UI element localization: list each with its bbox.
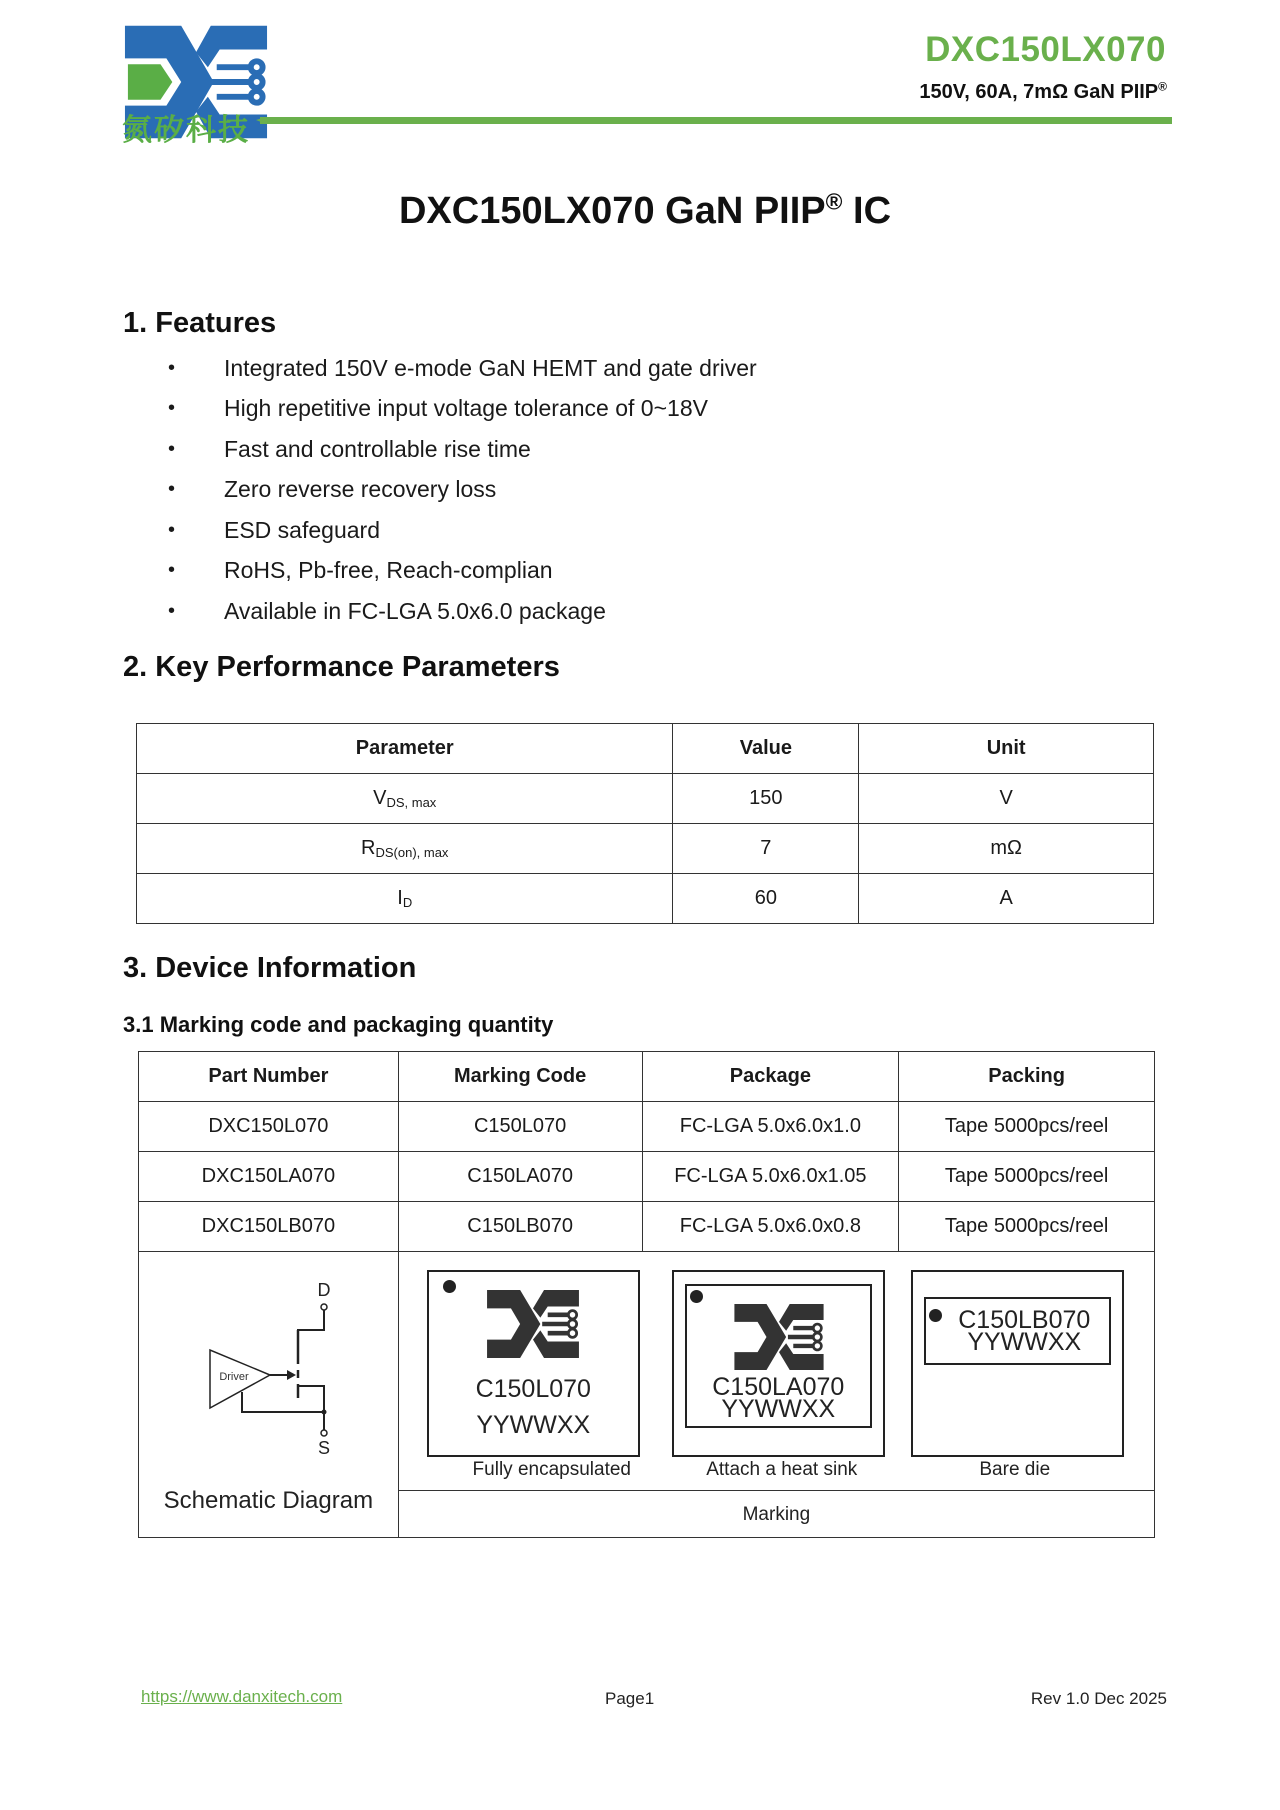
bullet-icon: • bbox=[168, 518, 176, 541]
feature-item bbox=[160, 389, 757, 430]
column-header-marking-code: Marking Code bbox=[398, 1052, 642, 1102]
section-heading-features: 1. Features bbox=[123, 307, 277, 339]
schematic-diagram bbox=[194, 1282, 374, 1462]
document-title bbox=[0, 190, 1280, 233]
heat-sink-outline bbox=[685, 1284, 872, 1428]
packing: Tape 5000pcs/reel bbox=[899, 1102, 1155, 1152]
feature-text: High repetitive input voltage tolerance of 0~18V bbox=[224, 395, 708, 422]
registered-mark: ® bbox=[825, 188, 843, 215]
marking-code: C150LB070 bbox=[398, 1202, 642, 1252]
document-title-suffix: IC bbox=[842, 190, 892, 232]
feature-item bbox=[160, 551, 757, 592]
param-name bbox=[137, 824, 673, 874]
feature-item bbox=[160, 348, 757, 389]
column-header-value: Value bbox=[673, 724, 859, 774]
revision-info: Rev 1.0 Dec 2025 bbox=[1030, 1689, 1167, 1708]
feature-text: RoHS, Pb-free, Reach-complian bbox=[224, 557, 553, 584]
drain-wire bbox=[298, 1310, 324, 1344]
table-row bbox=[139, 1102, 1155, 1152]
param-value: 7 bbox=[673, 824, 859, 874]
param-name bbox=[137, 774, 673, 824]
param-symbol: I bbox=[397, 887, 403, 909]
drain-terminal-icon bbox=[321, 1304, 327, 1310]
diagram-row bbox=[139, 1252, 1155, 1538]
section-heading-device-info: 3. Device Information bbox=[123, 952, 417, 984]
column-header-unit: Unit bbox=[859, 724, 1154, 774]
gate-arrow-icon bbox=[287, 1370, 296, 1380]
column-header-package: Package bbox=[642, 1052, 899, 1102]
part-number: DXC150LA070 bbox=[139, 1152, 399, 1202]
param-name bbox=[137, 874, 673, 924]
marking-chip-heat-sink bbox=[672, 1270, 885, 1457]
chip-logo-icon bbox=[487, 1290, 579, 1358]
param-subscript: D bbox=[402, 895, 413, 910]
features-list bbox=[160, 348, 757, 632]
schematic-caption: Schematic Diagram bbox=[163, 1487, 374, 1514]
logo-pins-icon bbox=[211, 61, 263, 102]
table-row bbox=[137, 874, 1154, 924]
package: FC-LGA 5.0x6.0x1.0 bbox=[642, 1102, 899, 1152]
brand-name-cn: 氮矽科技 bbox=[122, 113, 250, 148]
packing: Tape 5000pcs/reel bbox=[899, 1152, 1155, 1202]
chip-marking-code: C150LA070 bbox=[712, 1373, 845, 1401]
chip-marking-code: C150L070 bbox=[475, 1375, 591, 1403]
param-symbol: R bbox=[361, 837, 376, 859]
chip-marking-code: C150LB070 bbox=[958, 1306, 1091, 1334]
marking-divider bbox=[399, 1490, 1154, 1491]
column-header-part-number: Part Number bbox=[139, 1052, 399, 1102]
bullet-icon: • bbox=[168, 397, 176, 420]
product-subtitle bbox=[919, 81, 1167, 104]
package: FC-LGA 5.0x6.0x0.8 bbox=[642, 1202, 899, 1252]
product-code: DXC150LX070 bbox=[925, 30, 1166, 69]
feature-item bbox=[160, 470, 757, 511]
marking-code: C150L070 bbox=[398, 1102, 642, 1152]
param-unit: mΩ bbox=[859, 824, 1154, 874]
feature-text: Available in FC-LGA 5.0x6.0 package bbox=[224, 597, 606, 624]
logo-chip-hexagon bbox=[128, 64, 172, 100]
feature-item bbox=[160, 429, 757, 470]
document-title-text: DXC150LX070 GaN PIIP bbox=[398, 190, 826, 232]
feature-item bbox=[160, 591, 757, 632]
feature-text: Integrated 150V e-mode GaN HEMT and gate driver bbox=[224, 354, 757, 381]
chip-caption-heat-sink: Attach a heat sink bbox=[706, 1459, 858, 1480]
part-number: DXC150L070 bbox=[139, 1102, 399, 1152]
kelvin-source-wire bbox=[242, 1392, 324, 1412]
bullet-icon: • bbox=[168, 356, 176, 379]
param-unit: V bbox=[859, 774, 1154, 824]
schematic-cell bbox=[139, 1252, 399, 1538]
chip-caption-fully-encapsulated: Fully encapsulated bbox=[472, 1459, 631, 1480]
param-unit: A bbox=[859, 874, 1154, 924]
table-row bbox=[137, 774, 1154, 824]
packing: Tape 5000pcs/reel bbox=[899, 1202, 1155, 1252]
marking-code: C150LA070 bbox=[398, 1152, 642, 1202]
source-terminal-icon bbox=[321, 1430, 327, 1436]
param-value: 60 bbox=[673, 874, 859, 924]
bullet-icon: • bbox=[168, 559, 176, 582]
chip-caption-bare-die: Bare die bbox=[979, 1459, 1051, 1480]
bullet-icon: • bbox=[168, 478, 176, 501]
marking-chip-bare-die bbox=[911, 1270, 1124, 1457]
driver-label: Driver bbox=[219, 1371, 249, 1383]
table-row bbox=[139, 1202, 1155, 1252]
product-subtitle-text: 150V, 60A, 7mΩ GaN PIIP bbox=[919, 81, 1159, 103]
page-number: Page1 bbox=[605, 1689, 655, 1708]
pin1-dot-icon bbox=[690, 1290, 703, 1303]
chip-date-code: YYWWXX bbox=[721, 1395, 836, 1423]
table-row bbox=[137, 824, 1154, 874]
marking-cell bbox=[398, 1252, 1154, 1538]
param-symbol: V bbox=[373, 787, 387, 809]
chip-date-code: YYWWXX bbox=[967, 1328, 1082, 1356]
column-header-packing: Packing bbox=[899, 1052, 1155, 1102]
die-marking-outline bbox=[924, 1297, 1111, 1365]
chip-logo-icon bbox=[734, 1304, 824, 1370]
subsection-heading-marking: 3.1 Marking code and packaging quantity bbox=[123, 1012, 554, 1037]
section-heading-key-params: 2. Key Performance Parameters bbox=[123, 651, 560, 683]
feature-text: ESD safeguard bbox=[224, 516, 380, 543]
feature-text: Fast and controllable rise time bbox=[224, 435, 531, 462]
source-wire bbox=[298, 1386, 324, 1412]
bullet-icon: • bbox=[168, 599, 176, 622]
param-subscript: DS, max bbox=[386, 795, 437, 810]
column-header-parameter: Parameter bbox=[137, 724, 673, 774]
table-header-row bbox=[139, 1052, 1155, 1102]
package: FC-LGA 5.0x6.0x1.05 bbox=[642, 1152, 899, 1202]
source-label: S bbox=[317, 1438, 331, 1458]
marking-chip-fully-encapsulated bbox=[427, 1270, 640, 1457]
key-params-table bbox=[136, 723, 1154, 924]
bullet-icon: • bbox=[168, 437, 176, 460]
param-subscript: DS(on), max bbox=[375, 845, 449, 860]
chip-date-code: YYWWXX bbox=[476, 1411, 591, 1439]
feature-text: Zero reverse recovery loss bbox=[224, 476, 497, 503]
header-divider bbox=[260, 117, 1172, 124]
device-info-table bbox=[138, 1051, 1155, 1538]
table-header-row bbox=[137, 724, 1154, 774]
param-value: 150 bbox=[673, 774, 859, 824]
pin1-dot-icon bbox=[443, 1280, 456, 1293]
table-row bbox=[139, 1152, 1155, 1202]
website-link[interactable]: https://www.danxitech.com bbox=[141, 1687, 343, 1706]
part-number: DXC150LB070 bbox=[139, 1202, 399, 1252]
feature-item bbox=[160, 510, 757, 551]
drain-label: D bbox=[317, 1282, 331, 1300]
registered-mark: ® bbox=[1158, 79, 1167, 94]
marking-label: Marking bbox=[742, 1504, 811, 1525]
